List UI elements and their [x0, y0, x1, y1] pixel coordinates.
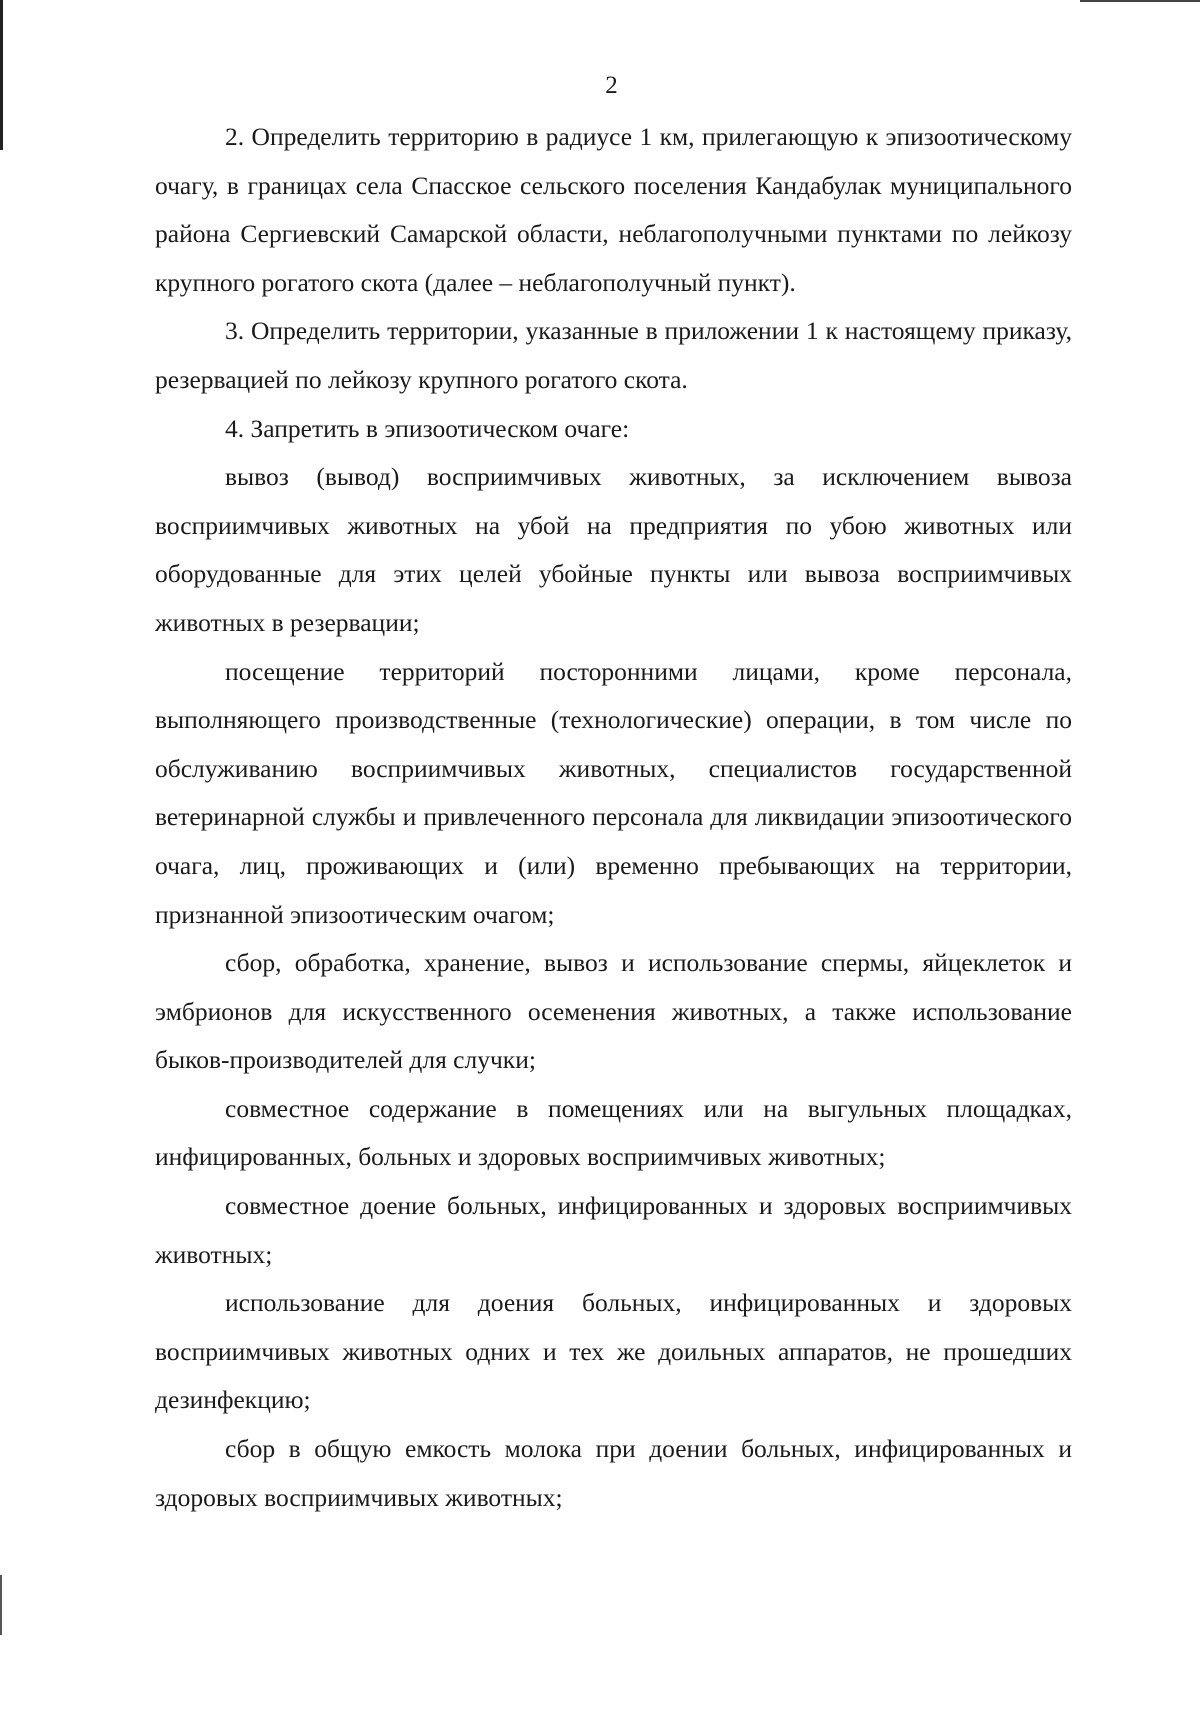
scan-edge-mark [1080, 0, 1200, 2]
prohibition-joint-keeping: совместное содержание в помещениях или на выгульных площадках, инфицированных, больных и здоровых восприимчивых животных; [155, 1093, 1072, 1172]
paragraph-item-2: 2. Определить территорию в радиусе 1 км, прилегающую к эпизоотическому очагу, в границах села Спасское сельского поселения Кандабулак муниципального района Сергиевский Самарской области, неблагополучными пунктами по лейкозу крупного рогатого скота (далее – неблагополучный пункт). [155, 122, 1072, 297]
paragraph-item-3: 3. Определить территории, указанные в приложении 1 к настоящему приказу, резервацией по лейкозу крупного рогатого скота. [155, 316, 1072, 394]
prohibition-joint-milking: совместное доение больных, инфицированных и здоровых восприимчивых животных; [155, 1191, 1072, 1269]
document-body [155, 113, 1072, 1522]
paragraph-item-4: 4. Запретить в эпизоотическом очаге: [225, 413, 630, 443]
prohibition-common-milk-container: сбор в общую емкость молока при доении больных, инфицированных и здоровых восприимчивых животных; [155, 1434, 1072, 1512]
prohibition-shared-milking-machines: использование для доения больных, инфицированных и здоровых восприимчивых животных одних и тех же доильных аппаратов, не прошедших дезинфекцию; [155, 1288, 1072, 1415]
prohibition-removal-of-animals: вывоз (вывод) восприимчивых животных, за исключением вывоза восприимчивых животных на убой на предприятия по убою животных или оборудованные для этих целей убойные пункты или вывоза восприимчивых животных в резервации; [155, 462, 1072, 637]
page-number: 2 [605, 72, 618, 99]
scan-edge-mark [0, 1575, 2, 1635]
prohibition-semen-collection: сбор, обработка, хранение, вывоз и использование спермы, яйцеклеток и эмбрионов для искусственного осеменения животных, а также использование быков-производителей для случки; [155, 948, 1072, 1075]
prohibition-visiting-territories: посещение территорий посторонними лицами, кроме персонала, выполняющего производственные (технологические) операции, в том числе по обслуживанию восприимчивых животных, специалистов государственной ветеринарной службы и привлеченного персонала для ликвидации эпизоотического очага, лиц, проживающих и (или) временно пребывающих на территории, признанной эпизоотическим очагом; [155, 656, 1072, 929]
